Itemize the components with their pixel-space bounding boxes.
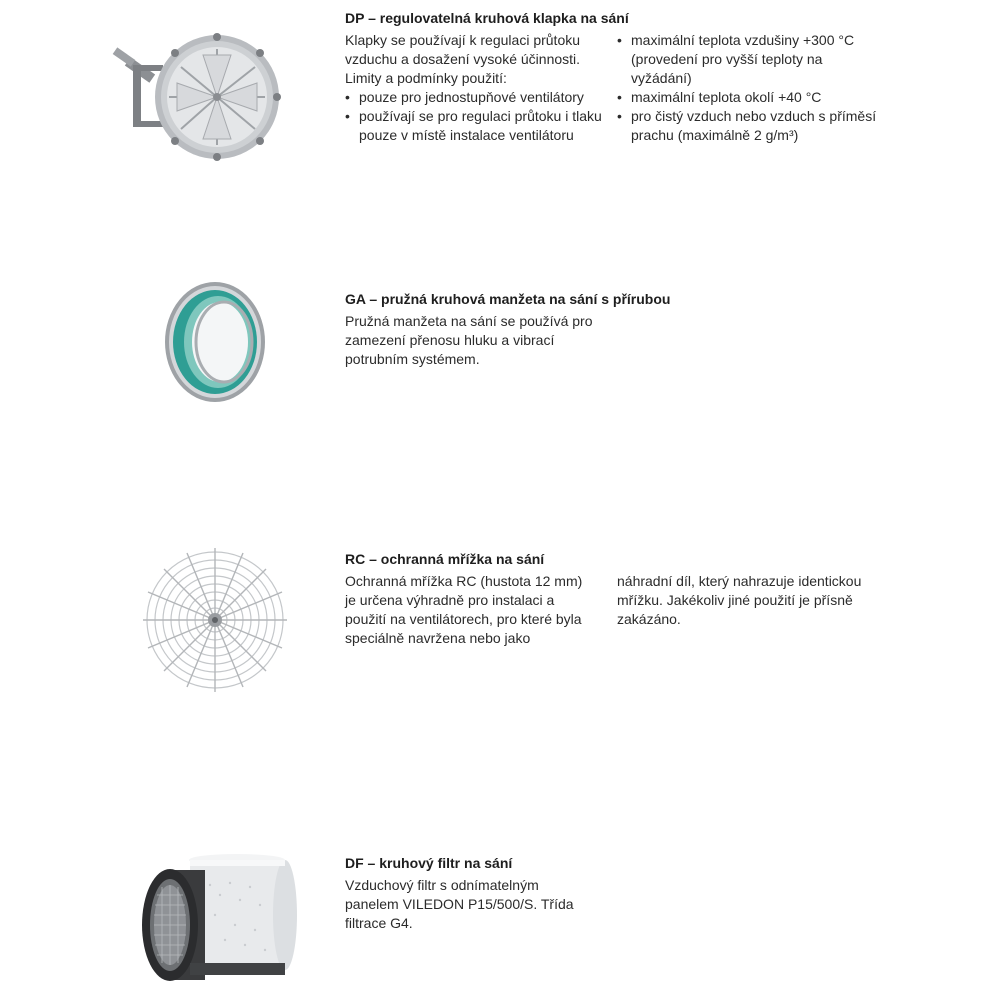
- section-rc: [0, 540, 1000, 700]
- section-title: DP – regulovatelná kruhová klapka na sání: [345, 10, 629, 26]
- section-title: GA – pružná kruhová manžeta na sání s přírubou: [345, 291, 671, 307]
- flexible-collar-icon: [160, 280, 270, 405]
- description-text: Vzduchový filtr s odnímatelným panelem VILEDON P15/500/S. Třída filtrace G4.: [345, 877, 574, 931]
- list-item: • maximální teplota okolí +40 °C: [617, 88, 877, 107]
- section-title: RC – ochranná mřížka na sání: [345, 551, 545, 567]
- list-item: • maximální teplota vzdušiny +300 °C (provedení pro vyšší teploty na vyžádání): [617, 31, 877, 88]
- round-filter-icon: [135, 845, 300, 990]
- section-dp: [0, 0, 1000, 200]
- description-text-right: náhradní díl, který nahrazuje identickou mřížku. Jakékoliv jiné použití je přísně zakázáno.: [617, 573, 862, 627]
- limits-heading: Limity a podmínky použití:: [345, 70, 507, 86]
- section-df: [0, 840, 1000, 990]
- intro-text: Klapky se používají k regulaci průtoku vzduchu a dosažení vysoké účinnosti.: [345, 32, 581, 67]
- limits-list-right: [617, 31, 877, 145]
- section-title: DF – kruhový filtr na sání: [345, 855, 513, 871]
- description-text-left: Ochranná mřížka RC (hustota 12 mm) je určena výhradně pro instalaci a použití na ventilátorech, pro které byla speciálně navržena nebo jako: [345, 573, 583, 646]
- section-ga: [0, 280, 1000, 410]
- protective-grille-icon: [140, 545, 290, 695]
- limits-list-left: [345, 88, 605, 145]
- description-text: Pružná manžeta na sání se používá pro zamezení přenosu hluku a vibrací potrubním systémem.: [345, 313, 593, 367]
- list-item: • pro čistý vzduch nebo vzduch s příměsí prachu (maximálně 2 g/m³): [617, 107, 877, 145]
- list-item: • používají se pro regulaci průtoku i tlaku pouze v místě instalace ventilátoru: [345, 107, 605, 145]
- list-item: • pouze pro jednostupňové ventilátory: [345, 88, 605, 107]
- damper-icon: [105, 25, 300, 165]
